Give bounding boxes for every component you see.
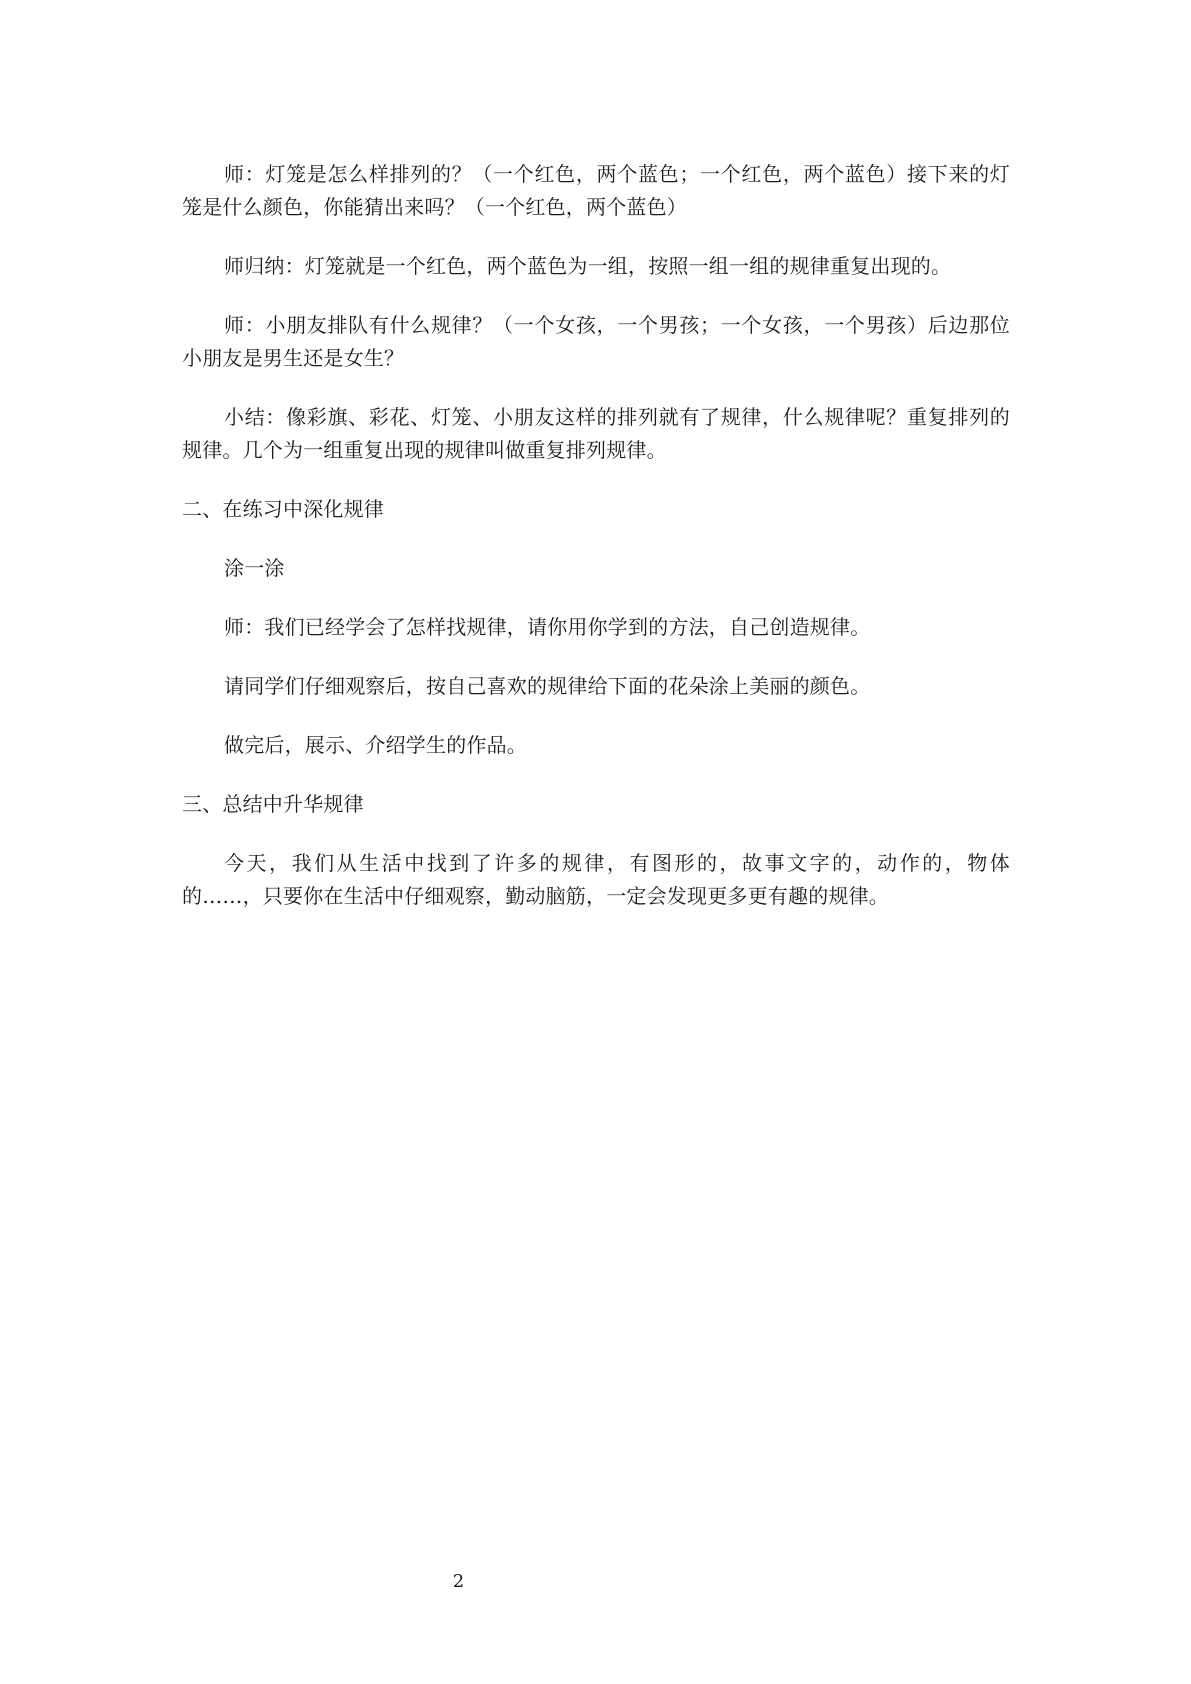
section-heading-summary: 三、总结中升华规律	[182, 792, 364, 816]
paragraph-show-works: 做完后，展示、介绍学生的作品。	[224, 733, 527, 757]
document-body	[182, 158, 1010, 939]
paragraph-create-pattern: 师：我们已经学会了怎样找规律，请你用你学到的方法，自己创造规律。	[224, 615, 871, 639]
section-heading-practice: 二、在练习中深化规律	[182, 497, 384, 521]
paragraph-conclusion: 小结：像彩旗、彩花、灯笼、小朋友这样的排列就有了规律，什么规律呢？重复排列的规律。几个为一组重复出现的规律叫做重复排列规律。	[182, 405, 1010, 462]
paragraph-final-summary: 今天，我们从生活中找到了许多的规律，有图形的，故事文字的，动作的，物体的……，只要你在生活中仔细观察，勤动脑筋，一定会发现更多更有趣的规律。	[182, 851, 1010, 908]
paragraph-queue-question: 师：小朋友排队有什么规律？（一个女孩，一个男孩；一个女孩，一个男孩）后边那位小朋友是男生还是女生？	[182, 313, 1010, 370]
page-number: 2	[452, 1571, 465, 1592]
paragraph-coloring-instruction: 请同学们仔细观察后，按自己喜欢的规律给下面的花朵涂上美丽的颜色。	[224, 674, 871, 698]
paragraph-coloring-title: 涂一涂	[224, 556, 285, 580]
paragraph-lantern-question: 师：灯笼是怎么样排列的？（一个红色，两个蓝色；一个红色，两个蓝色）接下来的灯笼是什么颜色，你能猜出来吗？（一个红色，两个蓝色）	[182, 162, 1010, 219]
paragraph-lantern-summary: 师归纳：灯笼就是一个红色，两个蓝色为一组，按照一组一组的规律重复出现的。	[224, 254, 952, 278]
